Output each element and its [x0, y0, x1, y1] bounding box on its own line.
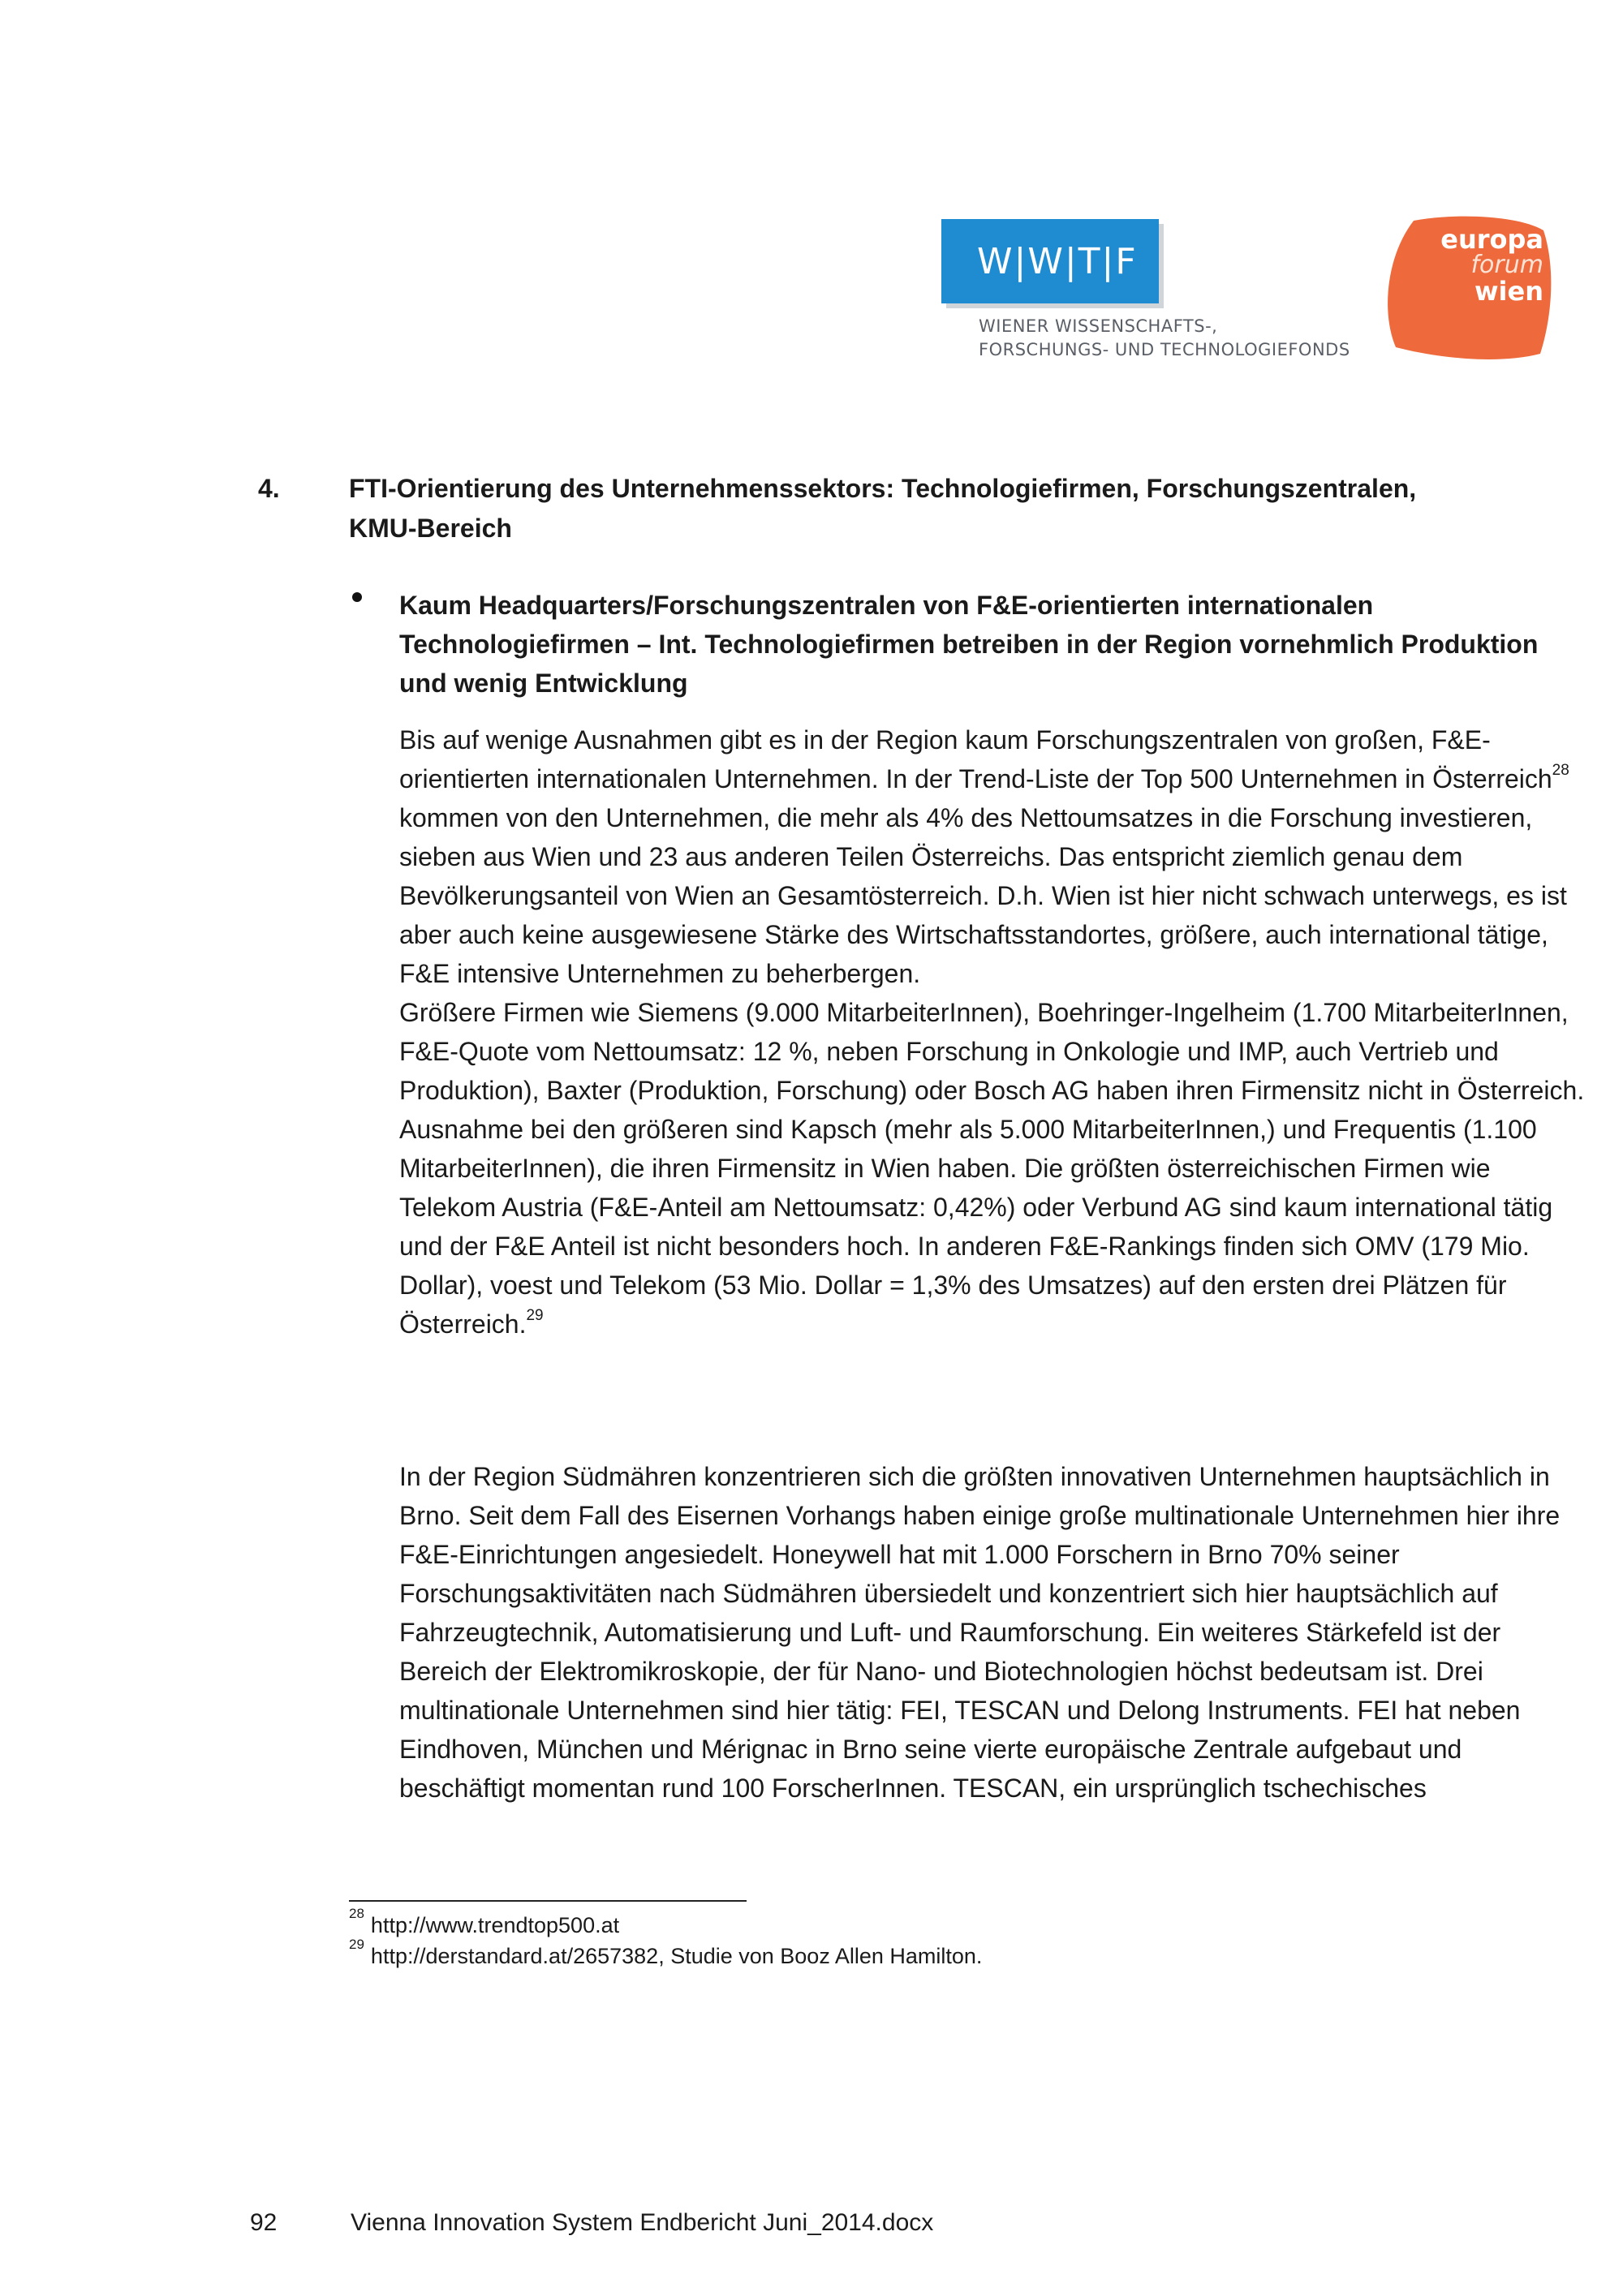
section-heading — [258, 469, 1573, 548]
body-text-block-2 — [399, 1457, 1592, 1808]
bullet-icon — [352, 592, 362, 602]
footnote-29 — [349, 1937, 1485, 1971]
page-footer — [250, 2207, 1386, 2239]
footnote-ref-29: 29 — [526, 1307, 544, 1325]
body-text-block-1 — [399, 720, 1592, 1344]
bullet-title: Kaum Headquarters/Forschungszentralen von F&E-orientierten internationalen Technologiefirmen – Int. Technologiefirmen betreiben in der Region vornehmlich Produktion und wenig Entwicklung — [399, 591, 1539, 698]
page-number: 92 — [250, 2209, 278, 2236]
paragraph-3: In der Region Südmähren konzentrieren sich die größten innovativen Unternehmen hauptsächlich in Brno. Seit dem Fall des Eisernen Vorhangs haben einige große multinationale Unternehmen hier ihre F&E-Einrichtungen angesiedelt. Honeywell hat mit 1.000 Forschern in Brno 70% seiner Forschungsaktivitäten nach Südmähren übersiedelt und konzentriert sich hier hauptsächlich auf Fahrzeugtechnik, Automatisierung und Luft- und Raumforschung. Ein weiteres Stärkefeld ist der Bereich der Elektromikroskopie, der für Nano- und Biotechnologien höchst bedeutsam ist. Drei multinationale Unternehmen sind hier tätig: FEI, TESCAN und Delong Instruments. FEI hat neben Eindhoven, München und Mérignac in Brno seine vierte europäische Zentrale aufgebaut und beschäftigt momentan rund 100 ForscherInnen. TESCAN, ein ursprünglich tschechisches — [399, 1462, 1561, 1803]
wwtf-subtitle-line2: FORSCHUNGS- UND TECHNOLOGIEFONDS — [979, 340, 1350, 359]
paragraph-1-part-a: Bis auf wenige Ausnahmen gibt es in der Region kaum Forschungszentralen von großen, F&E-orientierten internationalen Unternehmen. In der Trend-Liste der Top 500 Unternehmen in Österreich — [399, 725, 1552, 793]
wwtf-logo-subtitle — [979, 315, 1401, 362]
paragraph-1 — [399, 720, 1592, 993]
footnote-29-text: http://derstandard.at/2657382, Studie von Booz Allen Hamilton. — [370, 1944, 983, 1968]
paragraph-1-part-b: kommen von den Unternehmen, die mehr als 4% des Nettoumsatzes in die Forschung investieren, sieben aus Wien und 23 aus anderen Teilen Österreichs. Das entspricht ziemlich genau dem Bevölkerungsanteil von Wien an Gesamtösterreich. D.h. Wien ist hier nicht schwach unterwegs, es ist aber auch keine ausgewiesene Stärke des Wirtschaftsstandortes, größere, auch international tätige, F&E intensive Unternehmen zu beherbergen. — [399, 803, 1567, 988]
section-title-line2: KMU-Bereich — [349, 514, 512, 543]
europa-logo-text — [1414, 226, 1543, 305]
document-name: Vienna Innovation System Endbericht Juni_2014.docx — [351, 2209, 934, 2236]
paragraph-2 — [399, 993, 1592, 1344]
section-title-line1: FTI-Orientierung des Unternehmenssektors: Technologiefirmen, Forschungszentralen, — [349, 474, 1417, 503]
europa-forum-wien-logo — [1381, 216, 1553, 362]
footnote-28-link[interactable]: http://www.trendtop500.at — [370, 1913, 620, 1937]
footnote-28-number: 28 — [349, 1906, 364, 1921]
footnote-ref-28: 28 — [1552, 762, 1569, 780]
wwtf-subtitle-line1: WIENER WISSENSCHAFTS-, — [979, 316, 1218, 336]
footnote-separator — [349, 1900, 747, 1902]
paragraph-2-text: Größere Firmen wie Siemens (9.000 MitarbeiterInnen), Boehringer-Ingelheim (1.700 MitarbeiterInnen, F&E-Quote vom Nettoumsatz: 12 %, neben Forschung in Onkologie und IMP, auch Vertrieb und Produktion), Baxter (Produktion, Forschung) oder Bosch AG haben ihren Firmensitz nicht in Österreich. Ausnahme bei den größeren sind Kapsch (mehr als 5.000 MitarbeiterInnen,) und Frequentis (1.100 MitarbeiterInnen), die ihren Firmensitz in Wien haben. Die größten österreichischen Firmen wie Telekom Austria (F&E-Anteil am Nettoumsatz: 0,42%) oder Verbund AG sind kaum international tätig und der F&E Anteil ist nicht besonders hoch. In anderen F&E-Rankings finden sich OMV (179 Mio. Dollar), voest und Telekom (53 Mio. Dollar = 1,3% des Umsatzes) auf den ersten drei Plätzen für Österreich. — [399, 998, 1585, 1339]
europa-logo-line1: europa — [1440, 224, 1543, 255]
section-number: 4. — [258, 474, 280, 503]
footnote-28 — [349, 1906, 1485, 1941]
footnotes — [349, 1906, 1485, 1971]
footnote-29-number: 29 — [349, 1937, 364, 1952]
wwtf-logo — [941, 219, 1159, 303]
europa-logo-line3: wien — [1474, 276, 1543, 307]
wwtf-logo-mark: W|W|T|F — [977, 240, 1138, 282]
europa-logo-line2: forum — [1470, 251, 1543, 279]
